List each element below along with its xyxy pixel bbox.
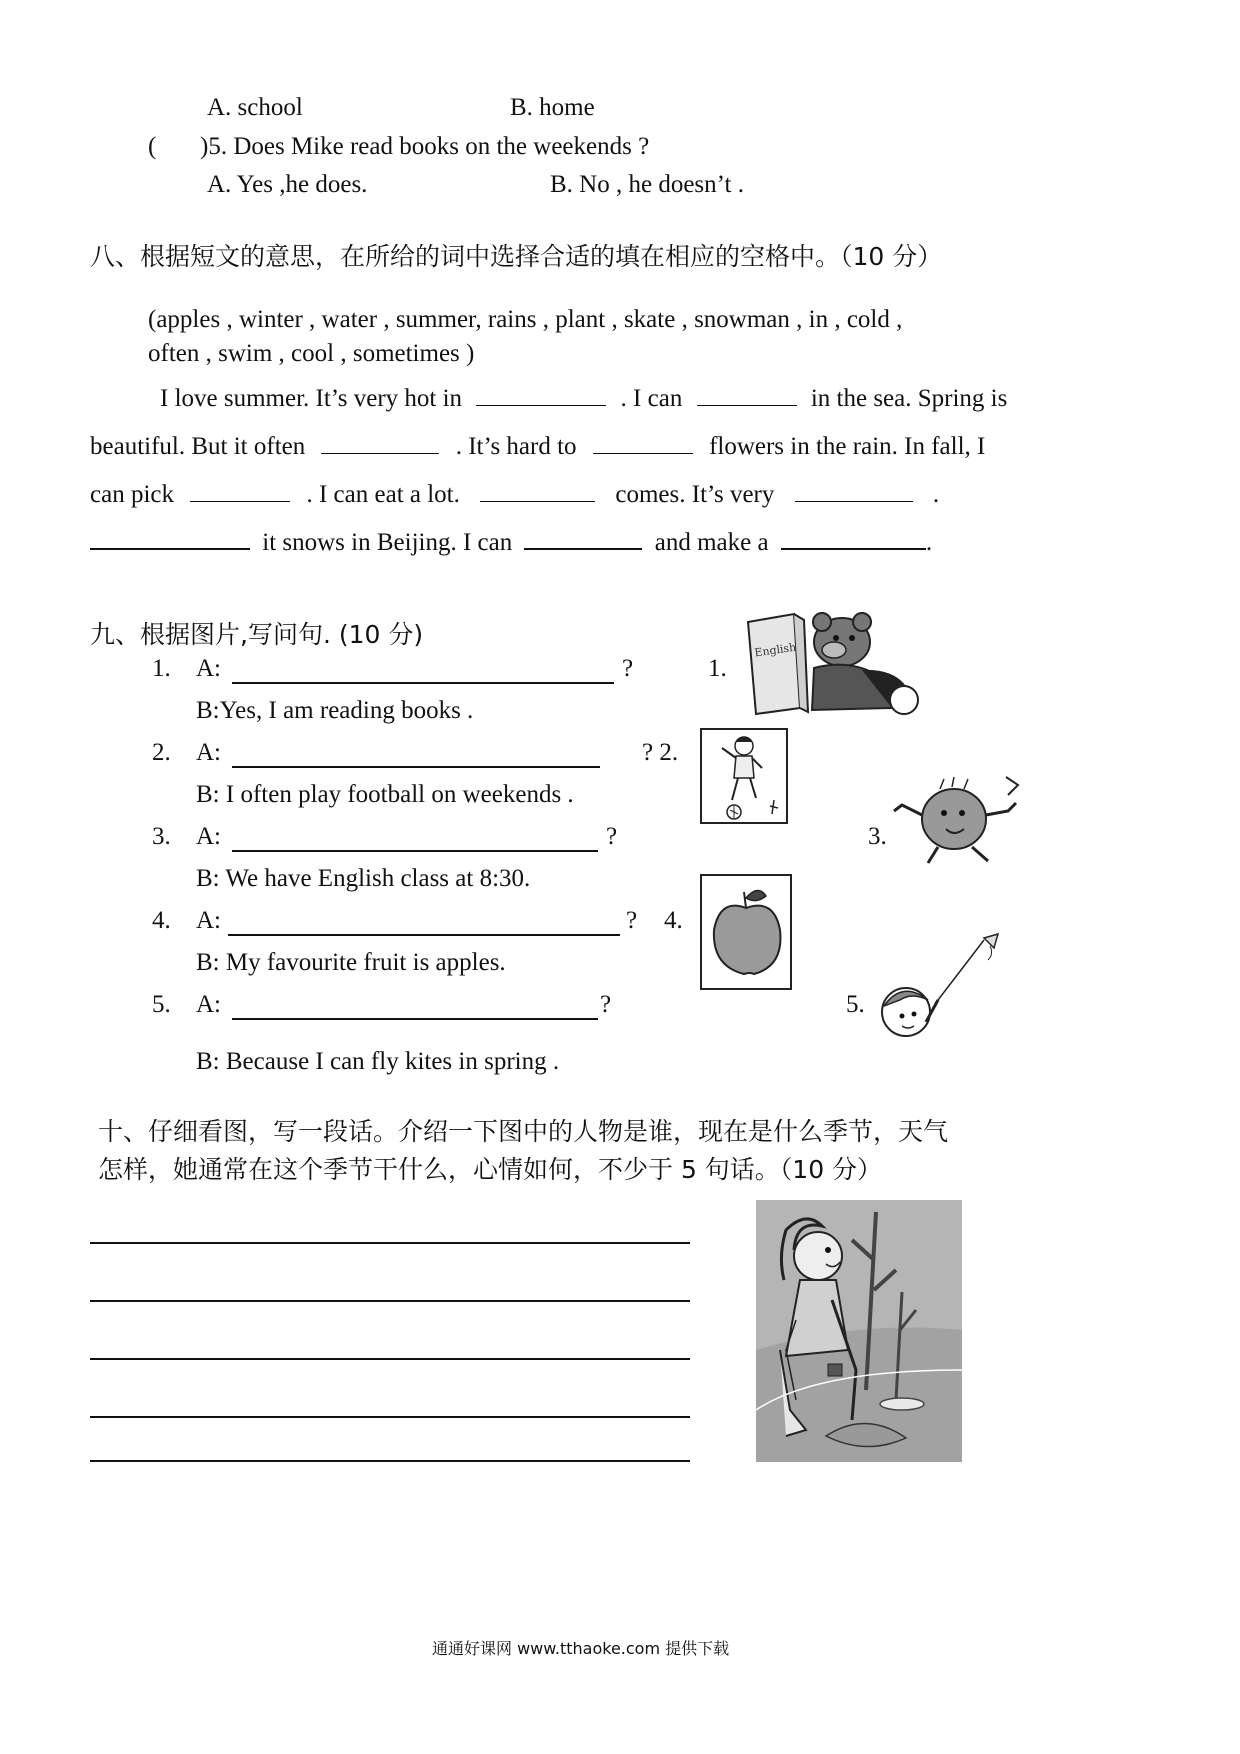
sun-character-picture — [888, 775, 1024, 867]
word-bank-line1: (apples , winter , water , summer, rains , plant , skate , snowman , in , cold , — [148, 306, 903, 333]
q9-2-number: 2. — [152, 739, 171, 766]
book-title-text: English — [753, 640, 797, 660]
q9-1-number: 1. — [152, 655, 171, 682]
q9-4-a-label: A: — [196, 907, 221, 934]
passage-line-2 — [90, 433, 985, 461]
q5-answer-paren: ( — [148, 133, 157, 160]
word-bank-line2: often , swim , cool , sometimes ) — [148, 340, 475, 367]
q9-3-qmark: ? — [606, 823, 618, 850]
fill-blank[interactable] — [321, 452, 439, 454]
passage-text: and make a — [654, 529, 769, 556]
q9-3-b: B: We have English class at 8:30. — [196, 865, 531, 892]
q4-option-a: A. school — [207, 94, 303, 121]
fill-blank[interactable] — [90, 547, 250, 550]
passage-text: I love summer. It’s very hot in — [160, 385, 463, 412]
fill-blank[interactable] — [480, 500, 595, 502]
fill-blank[interactable] — [524, 547, 642, 550]
q9-2-qmark: ? 2. — [642, 739, 679, 766]
passage-line-4 — [90, 529, 932, 557]
q9-5-qmark: ? — [600, 991, 612, 1018]
q9-2-a-label: A: — [196, 739, 221, 766]
passage-text: . I can — [620, 385, 683, 412]
writing-line[interactable] — [90, 1242, 690, 1244]
q9-5-a-label: A: — [196, 991, 221, 1018]
q9-1-pic-label: 1. — [708, 655, 727, 682]
passage-line-3 — [90, 481, 939, 509]
bear-reading-picture — [742, 608, 928, 720]
q5-question: )5. Does Mike read books on the weekends ? — [200, 133, 650, 160]
passage-text: . It’s hard to — [455, 433, 577, 460]
q9-3-number: 3. — [152, 823, 171, 850]
q9-1-a-label: A: — [196, 655, 221, 682]
section10-title-line1: 十、仔细看图，写一段话。介绍一下图中的人物是谁，现在是什么季节，天气 — [98, 1117, 949, 1146]
fill-blank[interactable] — [190, 500, 290, 502]
writing-line[interactable] — [90, 1460, 690, 1462]
fill-blank[interactable] — [795, 500, 913, 502]
section9-title: 九、根据图片,写问句. (10 分) — [90, 620, 424, 649]
q9-1-answer-line[interactable] — [232, 681, 614, 684]
footer-source: 通通好课网 www.tthaoke.com 提供下载 — [432, 1639, 730, 1658]
q5-option-a: A. Yes ,he does. — [207, 171, 368, 198]
q9-4-answer-line[interactable] — [228, 933, 620, 936]
q9-1-qmark: ? — [622, 655, 634, 682]
kite-girl-picture — [872, 930, 1002, 1046]
q9-3-answer-line[interactable] — [232, 849, 598, 852]
section8-title: 八、根据短文的意思，在所给的词中选择合适的填在相应的空格中。（10 分） — [90, 242, 943, 271]
q9-5-pic-label: 5. — [846, 991, 865, 1018]
writing-line[interactable] — [90, 1300, 690, 1302]
q9-5-answer-line[interactable] — [232, 1017, 598, 1020]
q9-2-b: B: I often play football on weekends . — [196, 781, 574, 808]
fill-blank[interactable] — [781, 547, 926, 550]
apple-picture — [700, 874, 792, 990]
writing-line[interactable] — [90, 1358, 690, 1360]
q9-5-number: 5. — [152, 991, 171, 1018]
q9-4-number: 4. — [152, 907, 171, 934]
q9-3-a-label: A: — [196, 823, 221, 850]
fill-blank[interactable] — [476, 404, 606, 406]
football-boy-picture — [700, 728, 788, 824]
q9-4-pic-label: 4. — [664, 907, 683, 934]
q9-3-pic-label: 3. — [868, 823, 887, 850]
passage-text: comes. It’s very — [615, 481, 775, 508]
q9-5-b: B: Because I can fly kites in spring . — [196, 1048, 560, 1075]
passage-text: . — [932, 481, 940, 508]
q9-4-b: B: My favourite fruit is apples. — [196, 949, 506, 976]
girl-planting-tree-picture — [756, 1200, 962, 1462]
q9-1-b: B:Yes, I am reading books . — [196, 697, 474, 724]
passage-text: in the sea. Spring is — [810, 385, 1008, 412]
passage-text: . I can eat a lot. — [306, 481, 460, 508]
passage-text: can pick — [90, 481, 174, 508]
passage-text: beautiful. But it often — [90, 433, 306, 460]
q4-option-b: B. home — [510, 94, 595, 121]
passage-line-1 — [160, 385, 1007, 413]
passage-text: it snows in Beijing. I can — [262, 529, 513, 556]
writing-line[interactable] — [90, 1416, 690, 1418]
q9-2-answer-line[interactable] — [232, 765, 600, 768]
fill-blank[interactable] — [593, 452, 693, 454]
section10-title-line2: 怎样，她通常在这个季节干什么，心情如何，不少于 5 句话。（10 分） — [98, 1155, 883, 1184]
fill-blank[interactable] — [697, 404, 797, 406]
q9-4-qmark: ? — [626, 907, 638, 934]
passage-text: . — [925, 529, 933, 556]
passage-text: flowers in the rain. In fall, I — [709, 433, 986, 460]
q5-option-b: B. No , he doesn’t . — [550, 171, 744, 198]
